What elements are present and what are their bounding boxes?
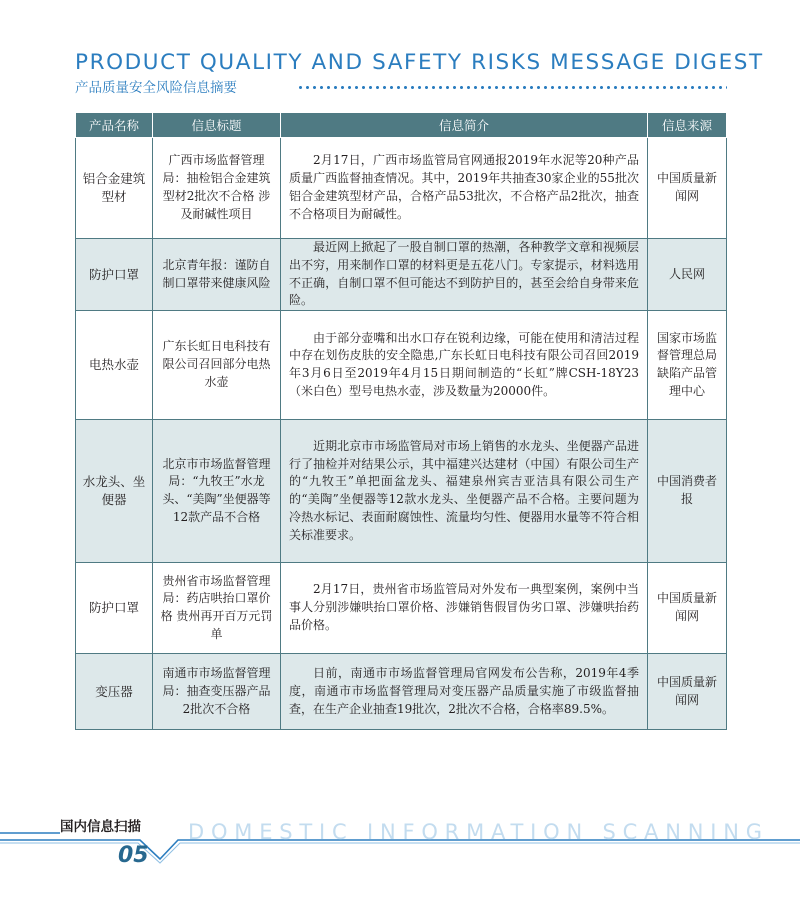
product-name-cell: 电热水壶 bbox=[76, 311, 153, 420]
info-summary-cell: 2月17日，广西市场监管局官网通报2019年水泥等20种产品质量广西监督抽查情况。其中，2019年共抽查30家企业的55批次铝合金建筑型材产品，合格产品53批次，不合格产品2批次，抽查不合格项目为耐碱性。 bbox=[281, 138, 648, 239]
info-title-cell: 北京青年报：谨防自制口罩带来健康风险 bbox=[153, 239, 281, 311]
product-name-cell: 防护口罩 bbox=[76, 563, 153, 654]
info-title-cell: 贵州省市场监督管理局：药店哄抬口罩价格 贵州再开百万元罚单 bbox=[153, 563, 281, 654]
info-source-cell: 中国消费者报 bbox=[648, 420, 727, 563]
header-dotted-line bbox=[297, 86, 727, 89]
table-header-row bbox=[76, 113, 727, 138]
info-title-cell: 广西市场监督管理局：抽检铝合金建筑型材2批次不合格 涉及耐碱性项目 bbox=[153, 138, 281, 239]
product-name-cell: 铝合金建筑型材 bbox=[76, 138, 153, 239]
info-source-cell: 人民网 bbox=[648, 239, 727, 311]
info-source-cell: 国家市场监督管理总局缺陷产品管理中心 bbox=[648, 311, 727, 420]
digest-table bbox=[75, 112, 727, 730]
info-source-cell: 中国质量新闻网 bbox=[648, 654, 727, 730]
column-header-source: 信息来源 bbox=[648, 113, 727, 138]
column-header-product: 产品名称 bbox=[76, 113, 153, 138]
table-row bbox=[76, 420, 727, 563]
column-header-summary: 信息简介 bbox=[281, 113, 648, 138]
info-summary-cell: 近期北京市市场监管局对市场上销售的水龙头、坐便器产品进行了抽检并对结果公示，其中福建兴达建材（中国）有限公司生产的“九牧王”单把面盆龙头、福建泉州宾吉亚洁具有限公司生产的“美陶”坐便器等12款水龙头、坐便器产品不合格。主要问题为冷热水标记、表面耐腐蚀性、流量均匀性、便器用水量等不符合相关标准要求。 bbox=[281, 420, 648, 563]
table-row bbox=[76, 239, 727, 311]
page-number: 05 bbox=[118, 843, 149, 868]
info-summary-cell: 最近网上掀起了一股自制口罩的热潮，各种教学文章和视频层出不穷，用来制作口罩的材料更是五花八门。专家提示，材料选用不正确，自制口罩不但可能达不到防护目的，甚至会给自身带来危险。 bbox=[281, 239, 648, 311]
info-summary-cell: 2月17日，贵州省市场监管局对外发布一典型案例，案例中当事人分别涉嫌哄抬口罩价格、涉嫌销售假冒伪劣口罩、涉嫌哄抬药品价格。 bbox=[281, 563, 648, 654]
table-row bbox=[76, 654, 727, 730]
info-source-cell: 中国质量新闻网 bbox=[648, 138, 727, 239]
table-row bbox=[76, 138, 727, 239]
header-title-en: PRODUCT QUALITY AND SAFETY RISKS MESSAGE DIGEST bbox=[75, 50, 764, 75]
info-title-cell: 南通市市场监督管理局：抽查变压器产品2批次不合格 bbox=[153, 654, 281, 730]
column-header-title: 信息标题 bbox=[153, 113, 281, 138]
header-title-cn: 产品质量安全风险信息摘要 bbox=[75, 80, 237, 96]
info-summary-cell: 日前，南通市市场监督管理局官网发布公告称，2019年4季度，南通市市场监督管理局对变压器产品质量实施了市级监督抽查，在生产企业抽查19批次，2批次不合格，合格率89.5%。 bbox=[281, 654, 648, 730]
product-name-cell: 防护口罩 bbox=[76, 239, 153, 311]
footer-section-cn: 国内信息扫描 bbox=[60, 819, 141, 835]
info-title-cell: 北京市市场监督管理局：“九牧王”水龙头、“美陶”坐便器等12款产品不合格 bbox=[153, 420, 281, 563]
footer-section-en: DOMESTIC INFORMATION SCANNING bbox=[188, 820, 769, 844]
product-name-cell: 变压器 bbox=[76, 654, 153, 730]
info-summary-cell: 由于部分壶嘴和出水口存在锐利边缘，可能在使用和清洁过程中存在划伤皮肤的安全隐患,广东长虹日电科技有限公司召回2019年3月6日至2019年4月15日期间制造的“长虹”牌CSH-18Y23（米白色）型号电热水壶，涉及数量为20000件。 bbox=[281, 311, 648, 420]
table-row bbox=[76, 563, 727, 654]
info-source-cell: 中国质量新闻网 bbox=[648, 563, 727, 654]
info-title-cell: 广东长虹日电科技有限公司召回部分电热水壶 bbox=[153, 311, 281, 420]
product-name-cell: 水龙头、坐便器 bbox=[76, 420, 153, 563]
table-row bbox=[76, 311, 727, 420]
